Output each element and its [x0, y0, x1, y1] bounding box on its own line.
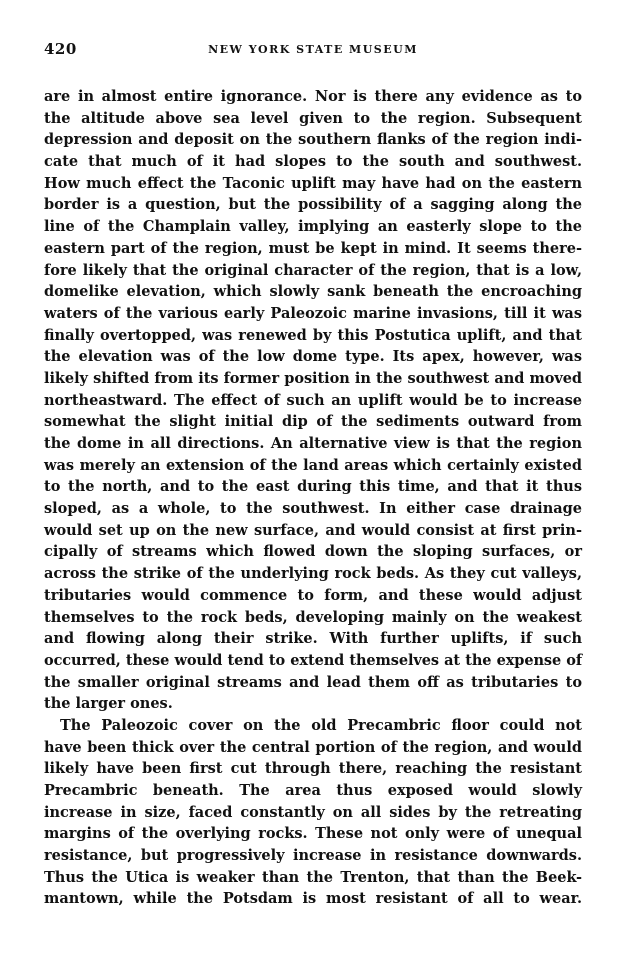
text-line: the smaller original streams and lead them off as tributaries to [44, 673, 582, 691]
text-line: across the strike of the underlying rock beds. As they cut valleys, [44, 565, 582, 583]
paragraph [44, 86, 582, 715]
text-line: depression and deposit on the southern flanks of the region indi- [44, 131, 582, 149]
text-line: likely have been first cut through there, reaching the resistant [44, 760, 582, 778]
text-line: to the north, and to the east during this time, and that it thus [44, 478, 582, 496]
text-line: border is a question, but the possibility of a sagging along the [44, 196, 582, 214]
text-line: increase in size, faced constantly on all sides by the retreating [44, 803, 582, 821]
text-line: likely shifted from its former position in the southwest and moved [44, 369, 582, 387]
paragraph [44, 715, 582, 910]
text-line: cate that much of it had slopes to the south and southwest. [44, 153, 582, 171]
text-line: resistance, but progressively increase in resistance downwards. [44, 847, 582, 865]
text-line: the elevation was of the low dome type. Its apex, however, was [44, 348, 582, 366]
text-line: tributaries would commence to form, and these would adjust [44, 586, 582, 604]
text-line: mantown, while the Potsdam is most resistant of all to wear. [44, 890, 582, 908]
text-line: cipally of streams which flowed down the sloping surfaces, or [44, 543, 582, 561]
text-line: The Paleozoic cover on the old Precambric floor could not [60, 716, 582, 734]
body-text [44, 86, 582, 910]
text-line: Thus the Utica is weaker than the Trenton, that than the Beek- [44, 868, 582, 886]
text-line: fore likely that the original character of the region, that is a low, [44, 261, 582, 279]
text-line: waters of the various early Paleozoic marine invasions, till it was [44, 304, 582, 322]
text-line: margins of the overlying rocks. These not only were of unequal [44, 825, 582, 843]
text-line: finally overtopped, was renewed by this Postutica uplift, and that [44, 326, 582, 344]
running-head: NEW YORK STATE MUSEUM [208, 43, 418, 56]
text-line: are in almost entire ignorance. Nor is there any evidence as to [44, 88, 582, 105]
text-line: and flowing along their strike. With further uplifts, if such [44, 630, 582, 648]
text-line: sloped, as a whole, to the southwest. In either case drainage [44, 500, 582, 518]
page-number: 420 [44, 40, 77, 58]
text-line: Precambric beneath. The area thus exposed would slowly [44, 782, 582, 799]
text-line: somewhat the slight initial dip of the sediments outward from [44, 413, 582, 431]
text-line: occurred, these would tend to extend themselves at the expense of [44, 651, 582, 669]
text-line: was merely an extension of the land areas which certainly existed [44, 456, 582, 474]
text-line: eastern part of the region, must be kept in mind. It seems there- [44, 239, 582, 257]
page-header [44, 40, 582, 64]
text-line: have been thick over the central portion of the region, and would [44, 738, 582, 756]
text-line: would set up on the new surface, and would consist at first prin- [44, 521, 582, 539]
text-line: the dome in all directions. An alternative view is that the region [44, 435, 582, 452]
text-line: themselves to the rock beds, developing mainly on the weakest [44, 608, 582, 626]
text-line: How much effect the Taconic uplift may have had on the eastern [44, 174, 582, 192]
text-line: domelike elevation, which slowly sank beneath the encroaching [44, 283, 582, 301]
text-line: the larger ones. [44, 695, 173, 713]
text-line: line of the Champlain valley, implying an easterly slope to the [44, 218, 582, 236]
text-line: northeastward. The effect of such an uplift would be to increase [44, 391, 582, 409]
text-line: the altitude above sea level given to the region. Subsequent [44, 109, 582, 127]
